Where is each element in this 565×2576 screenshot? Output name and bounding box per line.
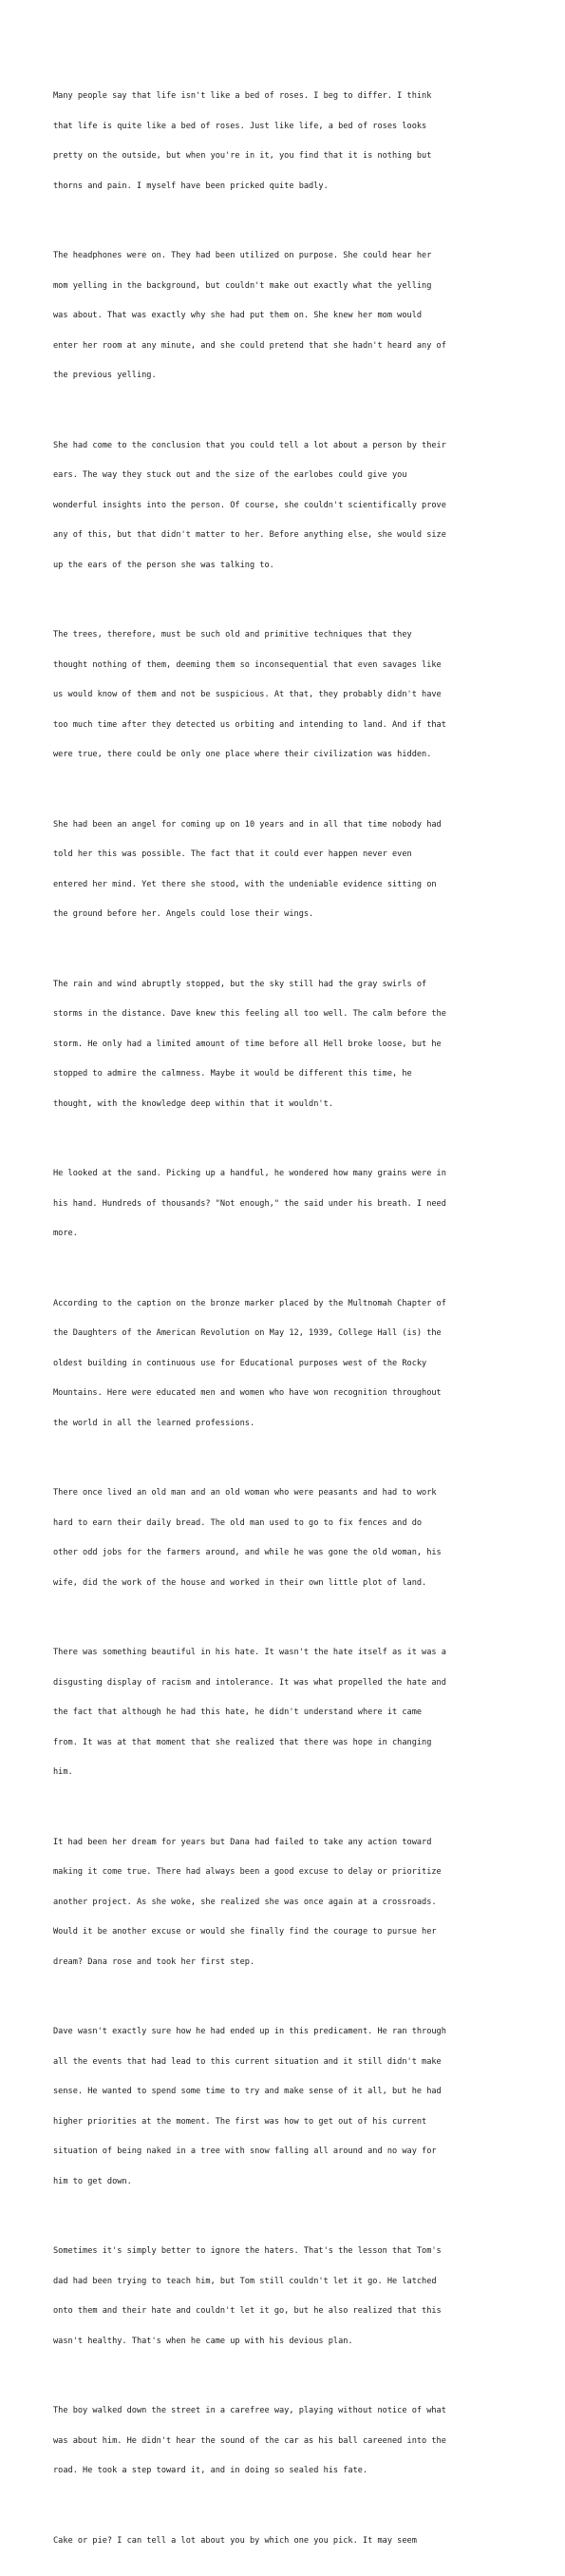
text-line: Many people say that life isn't like a bed of roses. I beg to differ. I think [53, 91, 432, 101]
text-line: told her this was possible. The fact that it could ever happen never even [53, 849, 412, 859]
text-line: The rain and wind abruptly stopped, but the sky still had the gray swirls of [53, 979, 427, 989]
text-line: road. He took a step toward it, and in doing so sealed his fate. [53, 2466, 368, 2475]
text-line: thought, with the knowledge deep within that it wouldn't. [53, 1098, 333, 1109]
paragraph-7 [53, 1149, 518, 1259]
text-line: hard to earn their daily bread. The old man used to go to fix fences and do [53, 1517, 423, 1528]
text-line: thought nothing of them, deeming them so inconsequential that even savages like [53, 659, 442, 670]
paragraph-3 [53, 421, 518, 591]
text-line: was about. That was exactly why she had put them on. She knew her mom would [53, 311, 423, 320]
document-body [53, 51, 518, 2576]
text-line: wasn't healthy. That's when he came up with his devious plan. [53, 2336, 353, 2346]
paragraph-15 [53, 2516, 518, 2566]
text-line: Cake or pie? I can tell a lot about you by which one you pick. It may seem [53, 2535, 417, 2546]
text-line: the fact that although he had this hate, he didn't understand where it came [53, 1708, 423, 1717]
paragraph-9 [53, 1468, 518, 1608]
paragraph-10 [53, 1628, 518, 1798]
text-line: him to get down. [53, 2176, 132, 2186]
text-line: mom yelling in the background, but couldn't make out exactly what the yelling [53, 280, 432, 291]
text-line: There was something beautiful in his hate. It wasn't the hate itself as it was a [53, 1648, 446, 1657]
text-line: his hand. Hundreds of thousands? "Not enough," the said under his breath. I need [53, 1198, 446, 1209]
text-line: She had come to the conclusion that you could tell a lot about a person by their [53, 440, 446, 450]
text-line: According to the caption on the bronze marker placed by the Multnomah Chapter of [53, 1298, 446, 1308]
text-line: the world in all the learned professions. [53, 1418, 255, 1428]
text-line: dad had been trying to teach him, but Tom still couldn't let it go. He latched [53, 2276, 437, 2286]
text-line: the previous yelling. [53, 371, 157, 380]
text-line: more. [53, 1229, 78, 1238]
paragraph-12 [53, 2007, 518, 2206]
text-line: any of this, but that didn't matter to her. Before anything else, she would size [53, 530, 446, 540]
text-line: dream? Dana rose and took her first step. [53, 1956, 255, 1967]
text-line: too much time after they detected us orbiting and intending to land. And if that [53, 719, 446, 730]
text-line: was about him. He didn't hear the sound of the car as his ball careened into the [53, 2435, 446, 2446]
text-line: Dave wasn't exactly sure how he had ended up in this predicament. He ran through [53, 2027, 446, 2036]
text-line: us would know of them and not be suspicious. At that, they probably didn't have [53, 690, 442, 699]
text-line: ears. The way they stuck out and the size of the earlobes could give you [53, 470, 407, 480]
text-line: making it come true. There had always been a good excuse to delay or prioritize [53, 1867, 442, 1877]
text-line: Mountains. Here were educated men and women who have won recognition throughout [53, 1388, 442, 1398]
text-line: enter her room at any minute, and she could pretend that she hadn't heard any of [53, 340, 446, 351]
text-line: She had been an angel for coming up on 10 years and in all that time nobody had [53, 819, 442, 830]
text-line: were true, there could be only one place where their civilization was hidden. [53, 750, 432, 759]
text-line: all the events that had lead to this current situation and it still didn't make [53, 2056, 442, 2067]
text-line: him. [53, 1767, 73, 1777]
text-line: Would it be another excuse or would she finally find the courage to pursue her [53, 1927, 437, 1937]
text-line: the ground before her. Angels could lose their wings. [53, 909, 314, 919]
text-line: another project. As she woke, she realized she was once again at a crossroads. [53, 1897, 437, 1907]
text-line: It had been her dream for years but Dana had failed to take any action toward [53, 1837, 432, 1847]
text-line: The trees, therefore, must be such old and primitive techniques that they [53, 630, 412, 639]
paragraph-5 [53, 800, 518, 940]
paragraph-2 [53, 231, 518, 401]
text-line: storm. He only had a limited amount of time before all Hell broke loose, but he [53, 1039, 442, 1049]
paragraph-6 [53, 960, 518, 1130]
text-line: wonderful insights into the person. Of course, she couldn't scientifically prove [53, 500, 446, 510]
text-line: There once lived an old man and an old woman who were peasants and had to work [53, 1488, 437, 1498]
text-line: The headphones were on. They had been utilized on purpose. She could hear her [53, 251, 432, 260]
text-line: The boy walked down the street in a carefree way, playing without notice of what [53, 2406, 446, 2415]
text-line: oldest building in continuous use for Educational purposes west of the Rocky [53, 1358, 427, 1368]
text-line: the Daughters of the American Revolution on May 12, 1939, College Hall (is) the [53, 1328, 442, 1338]
text-line: entered her mind. Yet there she stood, with the undeniable evidence sitting on [53, 879, 437, 889]
text-line: wife, did the work of the house and worked in their own little plot of land. [53, 1577, 427, 1588]
text-line: He looked at the sand. Picking up a handful, he wondered how many grains were in [53, 1169, 446, 1178]
text-line: higher priorities at the moment. The first was how to get out of his current [53, 2116, 427, 2127]
text-line: other odd jobs for the farmers around, and while he was gone the old woman, his [53, 1548, 442, 1557]
text-line: up the ears of the person she was talking to. [53, 560, 274, 570]
text-line: thorns and pain. I myself have been pricked quite badly. [53, 181, 329, 191]
text-line: onto them and their hate and couldn't let it go, but he also realized that this [53, 2306, 442, 2316]
text-line: that life is quite like a bed of roses. Just like life, a bed of roses looks [53, 121, 427, 131]
text-line: stopped to admire the calmness. Maybe it would be different this time, he [53, 1069, 412, 1078]
paragraph-4 [53, 610, 518, 780]
paragraph-1 [53, 71, 518, 211]
paragraph-8 [53, 1279, 518, 1449]
text-line: disgusting display of racism and intolerance. It was what propelled the hate and [53, 1677, 446, 1688]
text-line: pretty on the outside, but when you're in it, you find that it is nothing but [53, 151, 432, 161]
text-line: Sometimes it's simply better to ignore the haters. That's the lesson that Tom's [53, 2246, 442, 2256]
paragraph-11 [53, 1818, 518, 1988]
paragraph-14 [53, 2386, 518, 2496]
paragraph-13 [53, 2226, 518, 2366]
text-line: from. It was at that moment that she realized that there was hope in changing [53, 1737, 432, 1747]
text-line: storms in the distance. Dave knew this feeling all too well. The calm before the [53, 1009, 446, 1019]
text-line: sense. He wanted to spend some time to try and make sense of it all, but he had [53, 2087, 442, 2096]
text-line: situation of being naked in a tree with snow falling all around and no way for [53, 2147, 437, 2156]
